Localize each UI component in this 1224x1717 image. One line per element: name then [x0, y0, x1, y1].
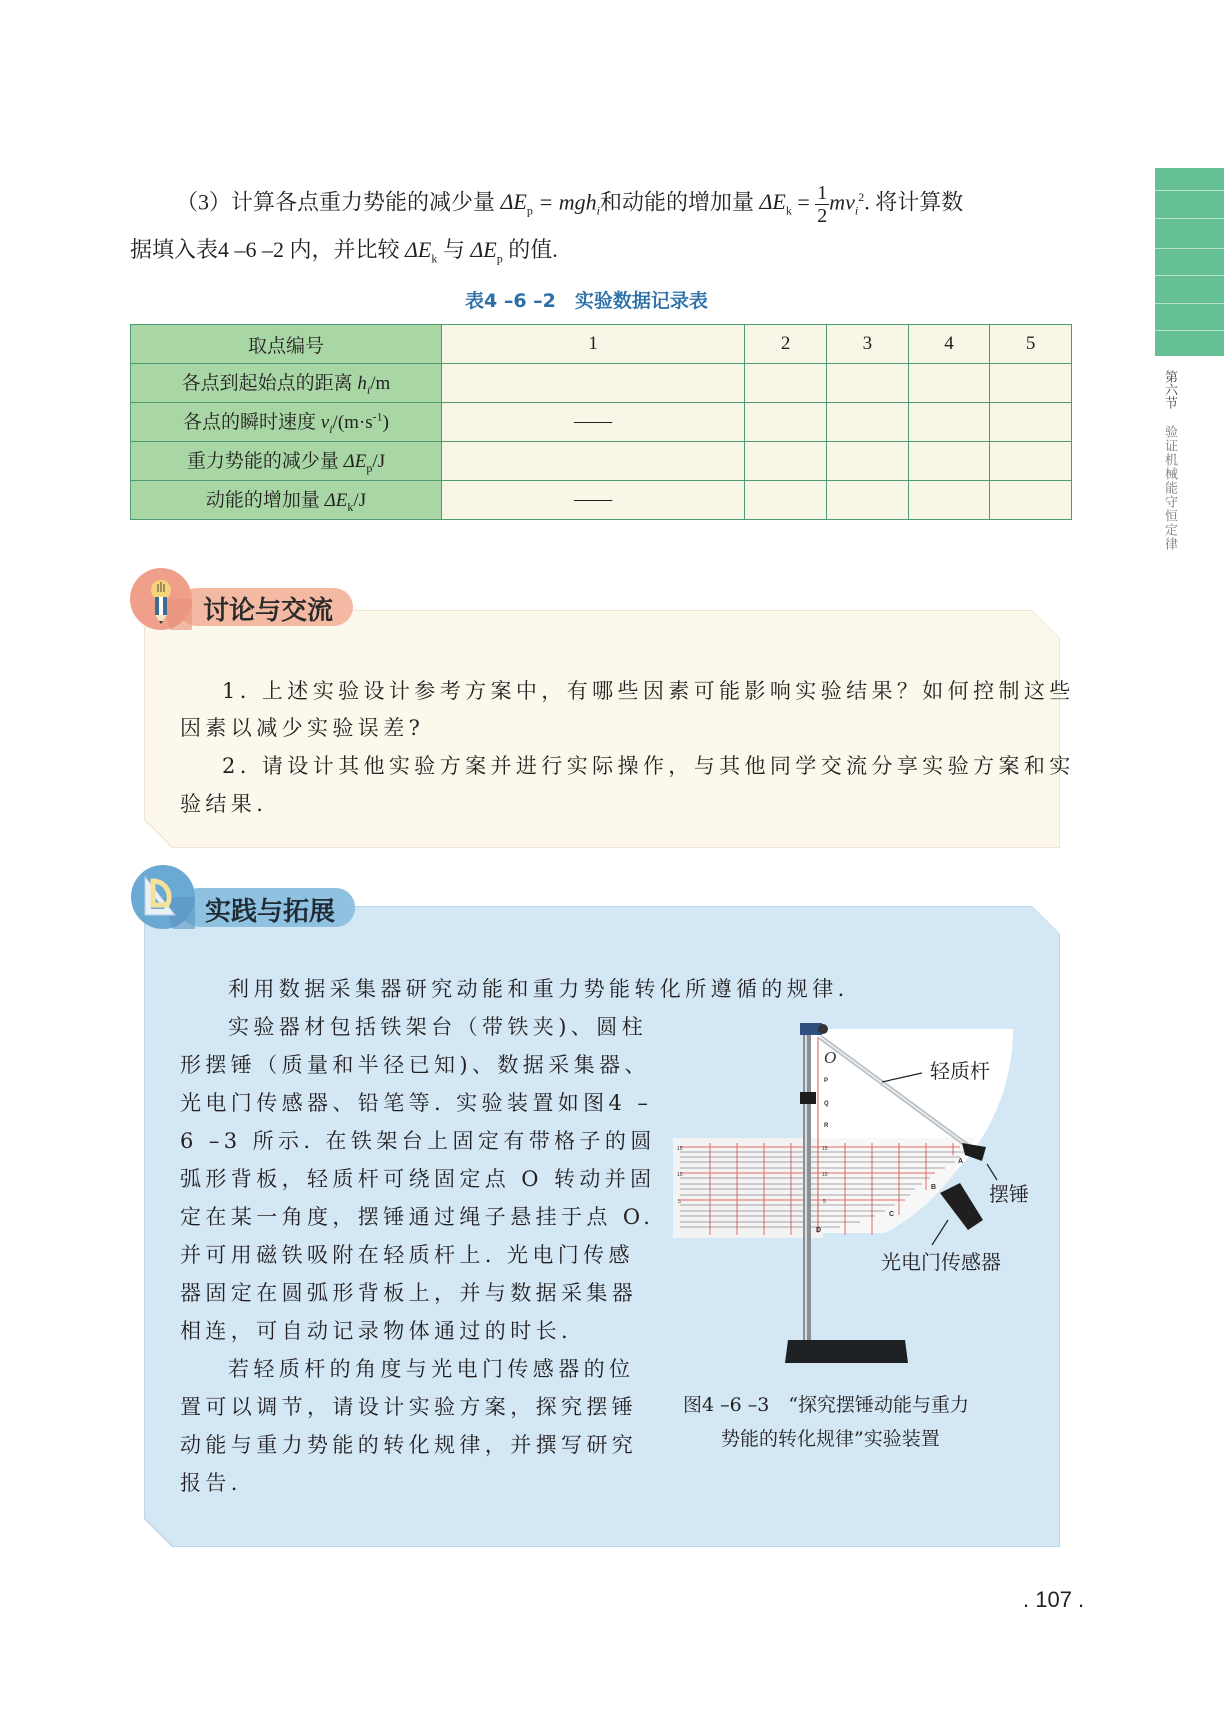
side-section-label: 第六节 [1162, 370, 1177, 409]
practice-title: 实践与拓展 [205, 897, 336, 927]
delta-ep: $\Delta E_p$ [500, 189, 533, 218]
table-cell[interactable] [990, 442, 1072, 481]
text: （3）计算各点重力势能的减少量 [176, 189, 501, 215]
table-header-row [131, 325, 1072, 364]
discussion-title: 讨论与交流 [203, 596, 334, 626]
discussion-line: 验结果. [180, 792, 268, 816]
point-label: B [931, 1184, 937, 1191]
delta-ek: $\Delta E_k$ [759, 189, 792, 218]
table-row [131, 442, 1072, 481]
point-label: D [816, 1227, 822, 1234]
table-cell[interactable] [908, 364, 990, 403]
figure-caption-line-2: 势能的转化规律”实验装置 [721, 1428, 940, 1450]
practice-line: 形摆锤（质量和半径已知)、数据采集器、 [180, 1053, 650, 1077]
practice-body [180, 1008, 656, 1502]
practice-line: 光电门传感器、铅笔等. 实验装置如图4 – [180, 1091, 653, 1115]
table-cell[interactable] [908, 403, 990, 442]
scale-label: 10 [677, 1172, 683, 1178]
pivot-label: O [824, 1048, 837, 1067]
page-number: . 107 . [1023, 1587, 1085, 1612]
point-label: A [958, 1158, 964, 1165]
scale-label: 5 [823, 1199, 826, 1205]
practice-line: 6 –3 所示. 在铁架台上固定有带格子的圆 [180, 1129, 656, 1153]
table-column-header: 4 [908, 325, 990, 364]
row-label-velocity: 各点的瞬时速度 $v_i/(m\cdot s^{-1})$ [131, 403, 442, 442]
table-cell[interactable] [826, 403, 908, 442]
practice-line: 并可用磁铁吸附在轻质杆上. 光电门传感 [180, 1243, 634, 1267]
table-row [131, 364, 1072, 403]
practice-line: 弧形背板，轻质杆可绕固定点 O 转动并固 [180, 1167, 656, 1191]
figure-caption-line-1: 图4 –6 –3 “探究摆锤动能与重力 [683, 1394, 970, 1416]
table-cell[interactable] [745, 481, 827, 520]
side-section-title: 验证机械能守恒定律 [1162, 425, 1177, 551]
table-cell[interactable] [908, 442, 990, 481]
lightbulb-pencil-icon [130, 568, 192, 630]
table-header-label: 取点编号 [131, 325, 442, 364]
label-photogate-sensor: 光电门传感器 [881, 1250, 1001, 1274]
table-cell[interactable] [745, 442, 827, 481]
table-cell[interactable] [826, 481, 908, 520]
row-label-kinetic-energy: 动能的增加量 $\Delta E_k/J$ [131, 481, 442, 520]
practice-intro: 利用数据采集器研究动能和重力势能转化所遵循的规律. [228, 977, 849, 1001]
table-cell[interactable] [826, 442, 908, 481]
row-label-potential-energy: 重力势能的减少量 $\Delta E_p/J$ [131, 442, 442, 481]
point-label: Q [824, 1101, 829, 1107]
point-label: R [824, 1123, 829, 1129]
paragraph-step-3-line-1: （3）计算各点重力势能的减少量 $\Delta E_p = mgh_i$和动能的增加量 $\Delta E_k$ = $\frac{1}{2}$ $mv_i^2$. 将计算数 [176, 181, 964, 227]
table-cell[interactable] [990, 481, 1072, 520]
fraction-one-half: $\frac{1}{2}$ [817, 181, 828, 227]
grid-board [673, 1138, 823, 1238]
practice-line: 相连，可自动记录物体通过的时长. [180, 1319, 573, 1343]
practice-line: 报告. [180, 1471, 242, 1495]
text: . 将计算数 [864, 189, 964, 215]
practice-line: 定在某一角度，摆锤通过绳子悬挂于点 O. [180, 1205, 655, 1229]
discussion-line: 因素以减少实验误差? [180, 716, 425, 740]
table-cell[interactable] [442, 442, 745, 481]
stand-base [785, 1340, 908, 1363]
table-cell[interactable] [990, 364, 1072, 403]
scale-label: 5 [678, 1199, 681, 1205]
practice-line: 动能与重力势能的转化规律，并撰写研究 [180, 1433, 638, 1457]
practice-line: 置可以调节，请设计实验方案，探究摆锤 [180, 1395, 638, 1419]
table-column-header: 1 [442, 325, 745, 364]
chapter-side-tab [1155, 168, 1224, 356]
point-label: P [824, 1078, 829, 1084]
discussion-line: 2. 请设计其他实验方案并进行实际操作，与其他同学交流分享实验方案和实 [222, 754, 1075, 778]
formula-mv: mv [829, 189, 855, 215]
table-column-header: 2 [745, 325, 827, 364]
point-label: C [889, 1211, 895, 1218]
triangle-ruler-protractor-icon [131, 865, 195, 929]
scale-label: 15 [677, 1146, 683, 1152]
table-caption: 表4 –6 –2 实验数据记录表 [465, 290, 708, 312]
scale-label: 15 [822, 1146, 828, 1152]
table-row [131, 481, 1072, 520]
data-record-table [130, 324, 1072, 520]
practice-line: 实验器材包括铁架台（带铁夹)、圆柱 [228, 1015, 647, 1039]
text: 和动能的增加量 [599, 189, 760, 215]
table-cell[interactable] [745, 364, 827, 403]
table-column-header: 3 [826, 325, 908, 364]
label-pendulum-bob: 摆锤 [989, 1182, 1029, 1206]
table-cell[interactable] [908, 481, 990, 520]
row-label-distance: 各点到起始点的距离 $h_i/m$ [131, 364, 442, 403]
table-cell[interactable] [826, 364, 908, 403]
practice-line: 若轻质杆的角度与光电门传感器的位 [228, 1357, 635, 1381]
table-cell-dash: —— [442, 403, 745, 442]
scale-label: 10 [822, 1172, 828, 1178]
figure-caption [683, 1388, 1023, 1456]
table-row [131, 403, 1072, 442]
practice-line: 器固定在圆弧形背板上，并与数据采集器 [180, 1281, 638, 1305]
table-cell[interactable] [745, 403, 827, 442]
middle-clamp [800, 1092, 816, 1104]
table-cell[interactable] [990, 403, 1072, 442]
table-cell-dash: —— [442, 481, 745, 520]
table-cell[interactable] [442, 364, 745, 403]
paragraph-step-3-line-2: 据填入表4 –6 –2 内，并比较 $\Delta E_k$ 与 $\Delta E_p$ 的值. [130, 237, 558, 266]
table-column-header: 5 [990, 325, 1072, 364]
formula-mgh: = mgh [532, 189, 597, 215]
label-light-rod: 轻质杆 [930, 1059, 990, 1083]
discussion-line: 1. 上述实验设计参考方案中，有哪些因素可能影响实验结果？如何控制这些 [222, 679, 1075, 703]
